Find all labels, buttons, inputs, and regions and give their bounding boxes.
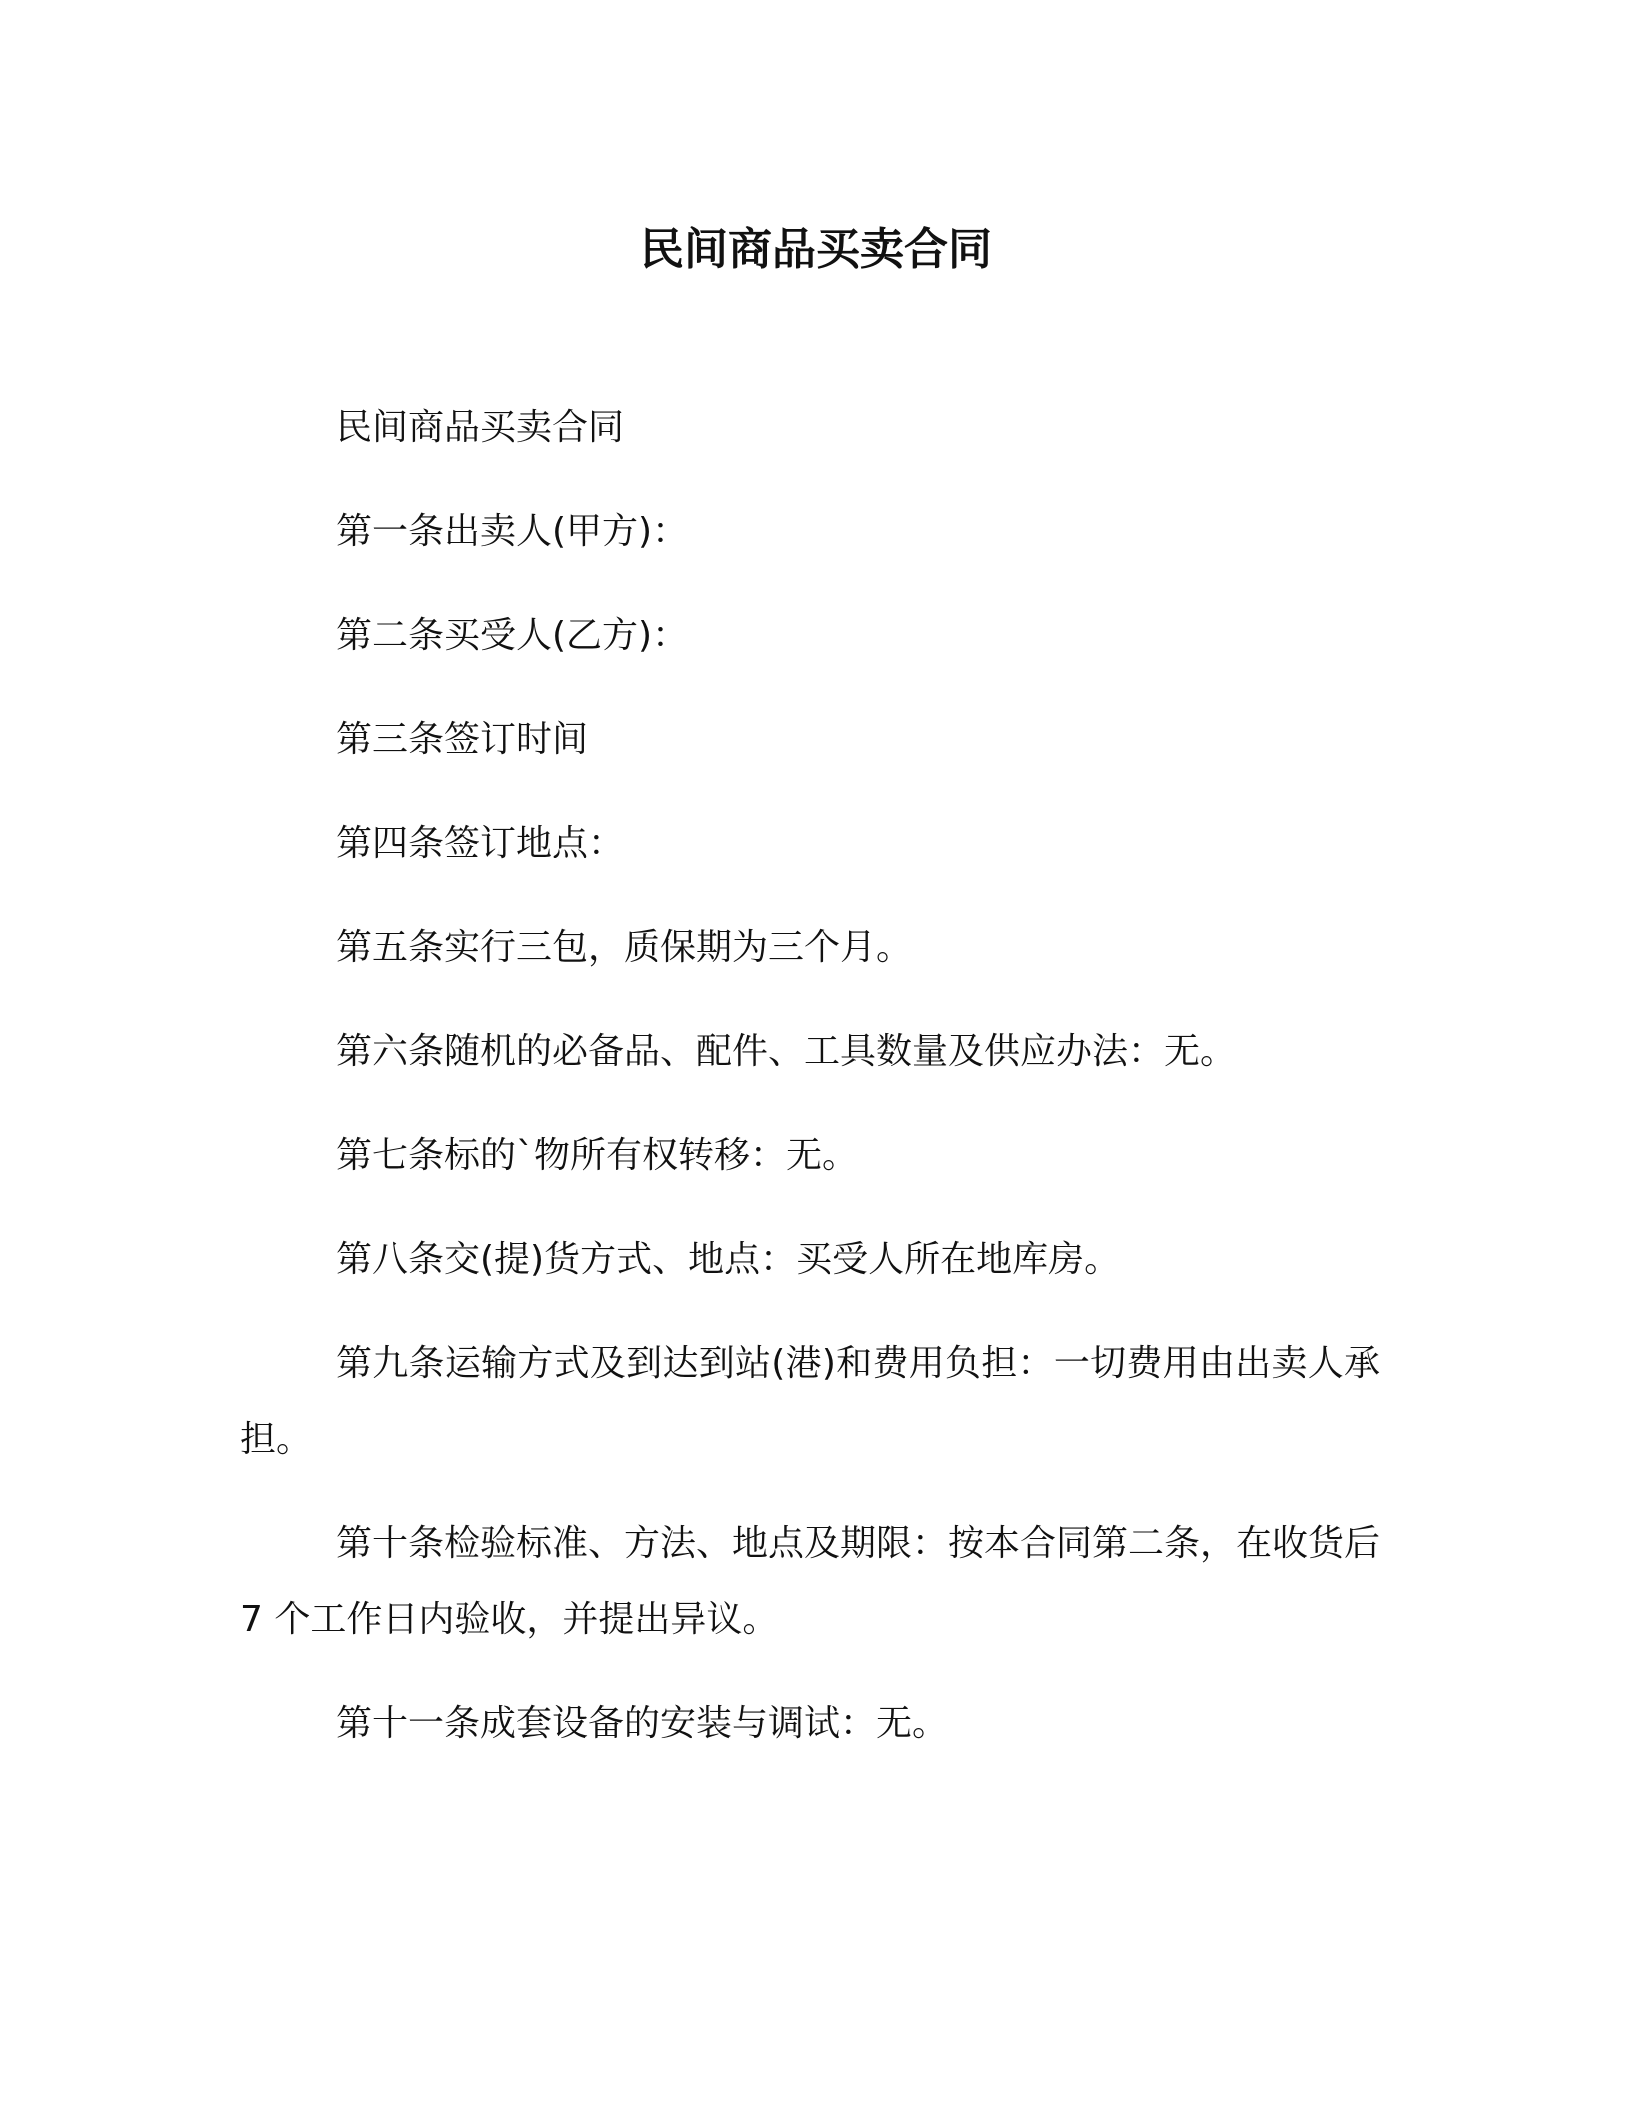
clause-9-transport: 第九条运输方式及到达到站(港)和费用负担：一切费用由出卖人承担。	[240, 1343, 1380, 1460]
clause-7-ownership: 第七条标的`物所有权转移：无。	[336, 1135, 859, 1176]
paragraph-heading: 民间商品买卖合同	[336, 407, 625, 448]
clause-2-buyer: 第二条买受人(乙方)：	[336, 615, 689, 656]
clause-11-installation: 第十一条成套设备的安装与调试：无。	[336, 1703, 949, 1744]
document-body	[240, 390, 1380, 1790]
clause-1-seller: 第一条出卖人(甲方)：	[336, 511, 689, 552]
clause-5-warranty: 第五条实行三包，质保期为三个月。	[336, 927, 913, 968]
clause-4-signing-place: 第四条签订地点：	[336, 823, 625, 864]
clause-8-delivery: 第八条交(提)货方式、地点：买受人所在地库房。	[336, 1239, 1121, 1280]
clause-3-signing-time: 第三条签订时间	[336, 719, 589, 760]
clause-10-inspection: 第十条检验标准、方法、地点及期限：按本合同第二条，在收货后 7 个工作日内验收，并提出异议。	[240, 1523, 1381, 1640]
clause-6-accessories: 第六条随机的必备品、配件、工具数量及供应办法：无。	[336, 1031, 1237, 1072]
document-title: 民间商品买卖合同	[640, 224, 992, 275]
